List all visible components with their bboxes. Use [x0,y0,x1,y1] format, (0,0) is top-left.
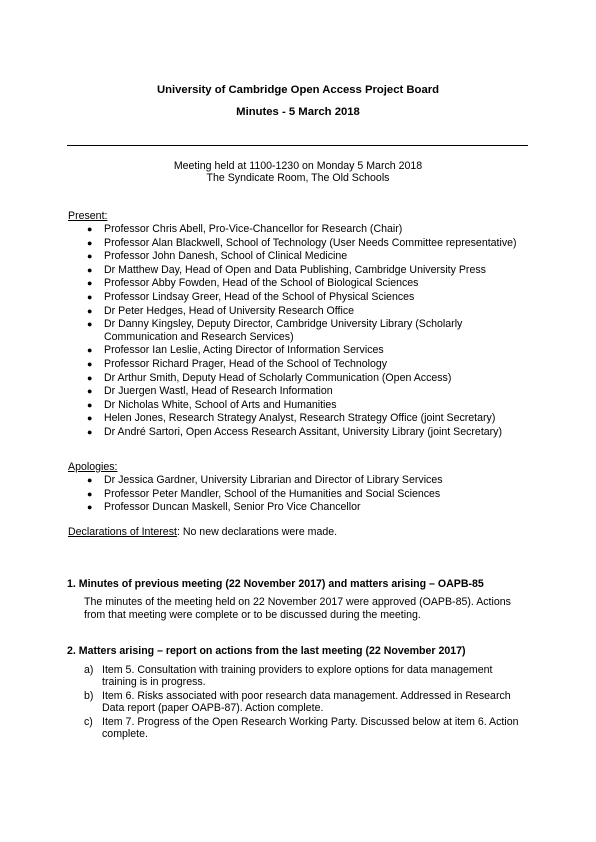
item-marker: b) [84,689,94,702]
meeting-time: Meeting held at 1100-1230 on Monday 5 March 2018 [173,160,423,172]
list-item-text: Professor Abby Fowden, Head of the School of Biological Sciences [104,277,419,290]
list-item [68,264,538,277]
list-item [68,426,538,439]
bullet-icon: ● [87,413,93,424]
list-item [84,690,524,715]
bullet-icon: ● [87,358,93,369]
list-item [68,250,538,263]
bullet-icon: ● [87,345,93,356]
list-item-text: Item 7. Progress of the Open Research Working Party. Discussed below at item 6. Action complete. [102,715,519,741]
list-item-text: Dr Nicholas White, School of Arts and Humanities [104,398,337,411]
list-item-text: Professor Lindsay Greer, Head of the School of Physical Sciences [104,290,415,303]
bullet-icon: ● [87,488,93,499]
list-item-text: Professor John Danesh, School of Clinical Medicine [104,250,348,263]
list-item [68,305,538,318]
present-label: Present: [68,210,108,222]
declarations-of-interest [68,526,337,538]
list-item [68,277,538,290]
declarations-text: : No new declarations were made. [176,526,338,538]
list-item [68,399,538,412]
list-item-text: Dr Jessica Gardner, University Librarian and Director of Library Services [104,474,443,486]
section-2-heading: 2. Matters arising – report on actions from the last meeting (22 November 2017) [67,645,466,657]
list-item [68,223,538,236]
list-item-text: Dr Matthew Day, Head of Open and Data Publishing, Cambridge University Press [104,263,486,276]
section-2-list [84,664,524,741]
list-item [68,237,538,250]
document-title: University of Cambridge Open Access Project Board [156,84,440,96]
list-item [84,716,524,741]
list-item-text: Dr Danny Kingsley, Deputy Director, Cambridge University Library (Scholarly Communication and Research Services) [104,318,463,343]
list-item-text: Item 5. Consultation with training providers to explore options for data management training is in progress. [102,664,493,689]
list-item [68,291,538,304]
item-marker: a) [84,664,94,676]
list-item [68,344,538,357]
meeting-place: The Syndicate Room, The Old Schools [206,172,390,184]
bullet-icon: ● [87,251,93,262]
section-1-body: The minutes of the meeting held on 22 November 2017 were approved (OAPB-85). Actions from that meeting were complete or to be discussed during the meeting. [84,596,511,621]
document-subtitle: Minutes - 5 March 2018 [236,106,360,118]
list-item-text: Professor Chris Abell, Pro-Vice-Chancellor for Research (Chair) [104,223,403,235]
list-item [68,318,538,343]
section-1-heading: 1. Minutes of previous meeting (22 November 2017) and matters arising – OAPB-85 [67,578,484,590]
bullet-icon: ● [87,278,93,289]
list-item-text: Item 6. Risks associated with poor research data management. Addressed in Research Data report (paper OAPB-87). Action complete. [102,689,511,715]
list-item-text: Dr André Sartori, Open Access Research Assitant, University Library (joint Secretary) [104,425,503,438]
list-item [68,385,538,398]
bullet-icon: ● [87,372,93,383]
list-item [68,488,538,501]
bullet-icon: ● [87,426,93,437]
bullet-icon: ● [87,224,93,234]
list-item-text: Helen Jones, Research Strategy Analyst, Research Strategy Office (joint Secretary) [104,412,496,425]
list-item [84,664,524,689]
list-item-text: Dr Peter Hedges, Head of University Research Office [104,304,355,317]
list-item [68,412,538,425]
bullet-icon: ● [87,237,93,248]
bullet-icon: ● [87,475,93,485]
list-item-text: Dr Juergen Wastl, Head of Research Information [104,385,333,398]
apologies-list [68,474,538,515]
item-marker: c) [84,715,93,728]
present-list [68,223,538,440]
header-divider [67,145,528,146]
list-item-text: Professor Ian Leslie, Acting Director of Information Services [104,344,384,357]
apologies-label: Apologies: [68,461,118,473]
list-item [68,358,538,371]
bullet-icon: ● [87,502,93,513]
list-item-text: Professor Richard Prager, Head of the School of Technology [104,357,388,370]
list-item-text: Dr Arthur Smith, Deputy Head of Scholarly Communication (Open Access) [104,371,452,384]
bullet-icon: ● [87,305,93,316]
list-item-text: Professor Duncan Maskell, Senior Pro Vice Chancellor [104,501,361,514]
bullet-icon: ● [87,264,93,275]
list-item-text: Professor Peter Mandler, School of the Humanities and Social Sciences [104,487,441,500]
declarations-label: Declarations of Interest [68,526,177,538]
bullet-icon: ● [87,399,93,410]
bullet-icon: ● [87,386,93,397]
bullet-icon: ● [87,291,93,302]
bullet-icon: ● [87,319,93,330]
list-item [68,501,538,514]
list-item [68,474,538,487]
list-item [68,372,538,385]
list-item-text: Professor Alan Blackwell, School of Technology (User Needs Committee representative) [104,236,517,249]
